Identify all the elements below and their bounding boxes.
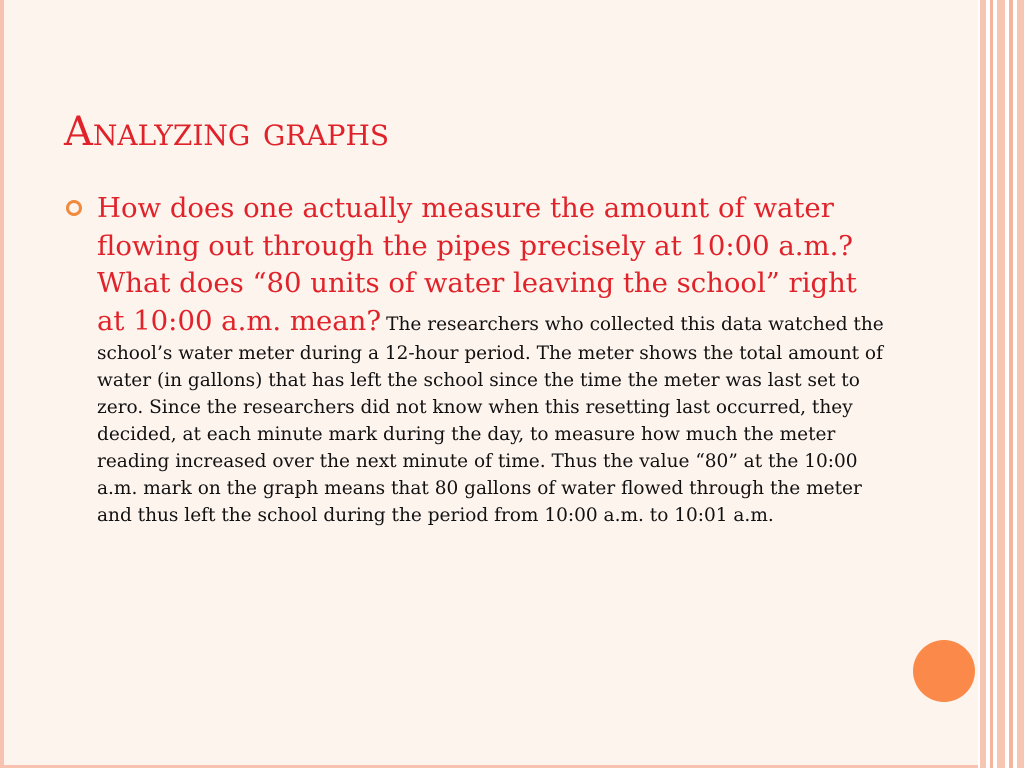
content-panel — [4, 0, 979, 765]
decor-stripe — [1009, 0, 1013, 768]
bullet-item — [66, 190, 886, 529]
decor-stripe — [997, 0, 1005, 768]
bullet-text — [66, 190, 886, 529]
decor-stripe — [1017, 0, 1024, 768]
slide-title: Analyzing graphs — [64, 109, 390, 155]
orange-circle-decoration — [913, 640, 975, 702]
bullet-lead-text: How does one actually measure the amount of water flowing out through the pipes precisely at 10:00 a.m.? What does “80 units of water leaving the school” right at 10:00 a.m. mean? — [97, 192, 857, 337]
decor-stripe — [980, 0, 986, 768]
bullet-circle-icon — [66, 200, 82, 216]
right-stripe-decoration — [978, 0, 1024, 768]
decor-stripe — [990, 0, 993, 768]
bullet-detail-text: The researchers who collected this data watched the school’s water meter during a 12-hour period. The meter shows the total amount of water (in gallons) that has left the school since the time the meter was last set to zero. Since the researchers did not know when this resetting last occurred, they decided, at each minute mark during the day, to measure how much the meter reading increased over the next minute of time. Thus the value “80” at the 10:00 a.m. mark on the graph means that 80 gallons of water flowed through the meter and thus left the school during the period from 10:00 a.m. to 10:01 a.m. — [97, 313, 884, 526]
